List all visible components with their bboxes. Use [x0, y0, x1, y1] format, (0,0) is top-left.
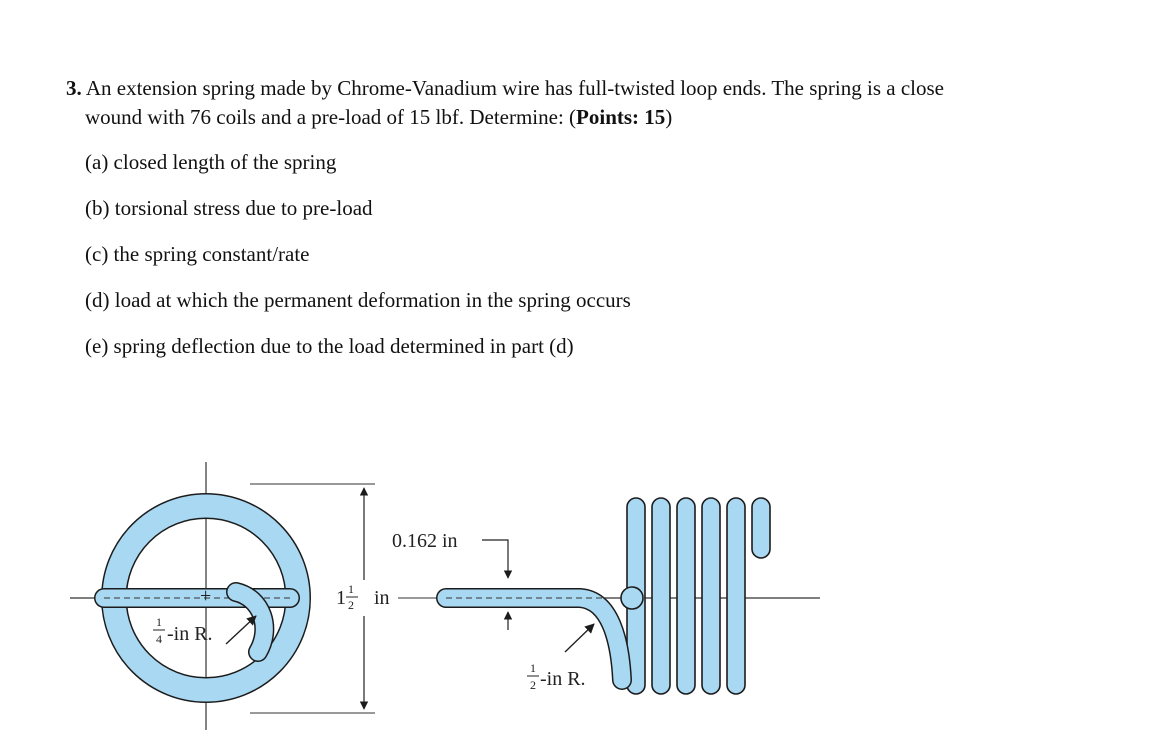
coil-5	[727, 498, 745, 694]
points-label: Points: 15	[576, 105, 666, 129]
right-radius-den: 2	[530, 678, 536, 692]
coil-2	[652, 498, 670, 694]
loop-dim-den: 2	[348, 598, 354, 612]
wire-diameter-arrow-top	[482, 540, 508, 578]
stem-line-2: wound with 76 coils and a pre-load of 15 lbf. Determine: (	[85, 105, 577, 129]
left-radius-num: 1	[156, 615, 162, 629]
part-b: (b) torsional stress due to pre-load	[85, 196, 373, 220]
right-radius-num: 1	[530, 661, 536, 675]
spring-figure	[0, 440, 1158, 748]
spring-coils	[627, 498, 770, 694]
coil-4	[702, 498, 720, 694]
problem-3	[66, 74, 1126, 359]
wire-diameter-label: 0.162 in	[392, 530, 458, 552]
parts-list	[66, 149, 1126, 359]
left-radius-arrow	[226, 616, 256, 644]
center-mark: +	[200, 585, 212, 607]
problem-stem	[66, 74, 1126, 132]
coil-3	[677, 498, 695, 694]
right-radius-unit: -in R.	[540, 668, 586, 690]
part-d: (d) load at which the permanent deformation in the spring occurs	[85, 288, 631, 312]
wire-section	[621, 587, 643, 609]
problem-number: 3.	[66, 76, 82, 100]
part-c: (c) the spring constant/rate	[85, 242, 310, 266]
loop-dim-unit: in	[374, 587, 390, 609]
loop-dim-num: 1	[348, 582, 354, 596]
stem-close: )	[665, 105, 673, 129]
loop-dim-whole: 1	[336, 587, 346, 609]
spring-diagram	[0, 440, 1158, 748]
left-radius-unit: -in R.	[167, 623, 213, 645]
part-e: (e) spring deflection due to the load determined in part (d)	[85, 334, 574, 358]
left-radius-den: 4	[156, 632, 162, 646]
loop-end-view	[70, 462, 440, 730]
stem-line-2-wrap	[66, 103, 1126, 132]
stem-line-1: An extension spring made by Chrome-Vanadium wire has full-twisted loop ends. The spring is a close	[85, 76, 944, 100]
spring-side-view	[392, 498, 820, 694]
right-radius-arrow	[565, 624, 594, 652]
part-a: (a) closed length of the spring	[85, 150, 337, 174]
coil-end-stub	[752, 498, 770, 558]
